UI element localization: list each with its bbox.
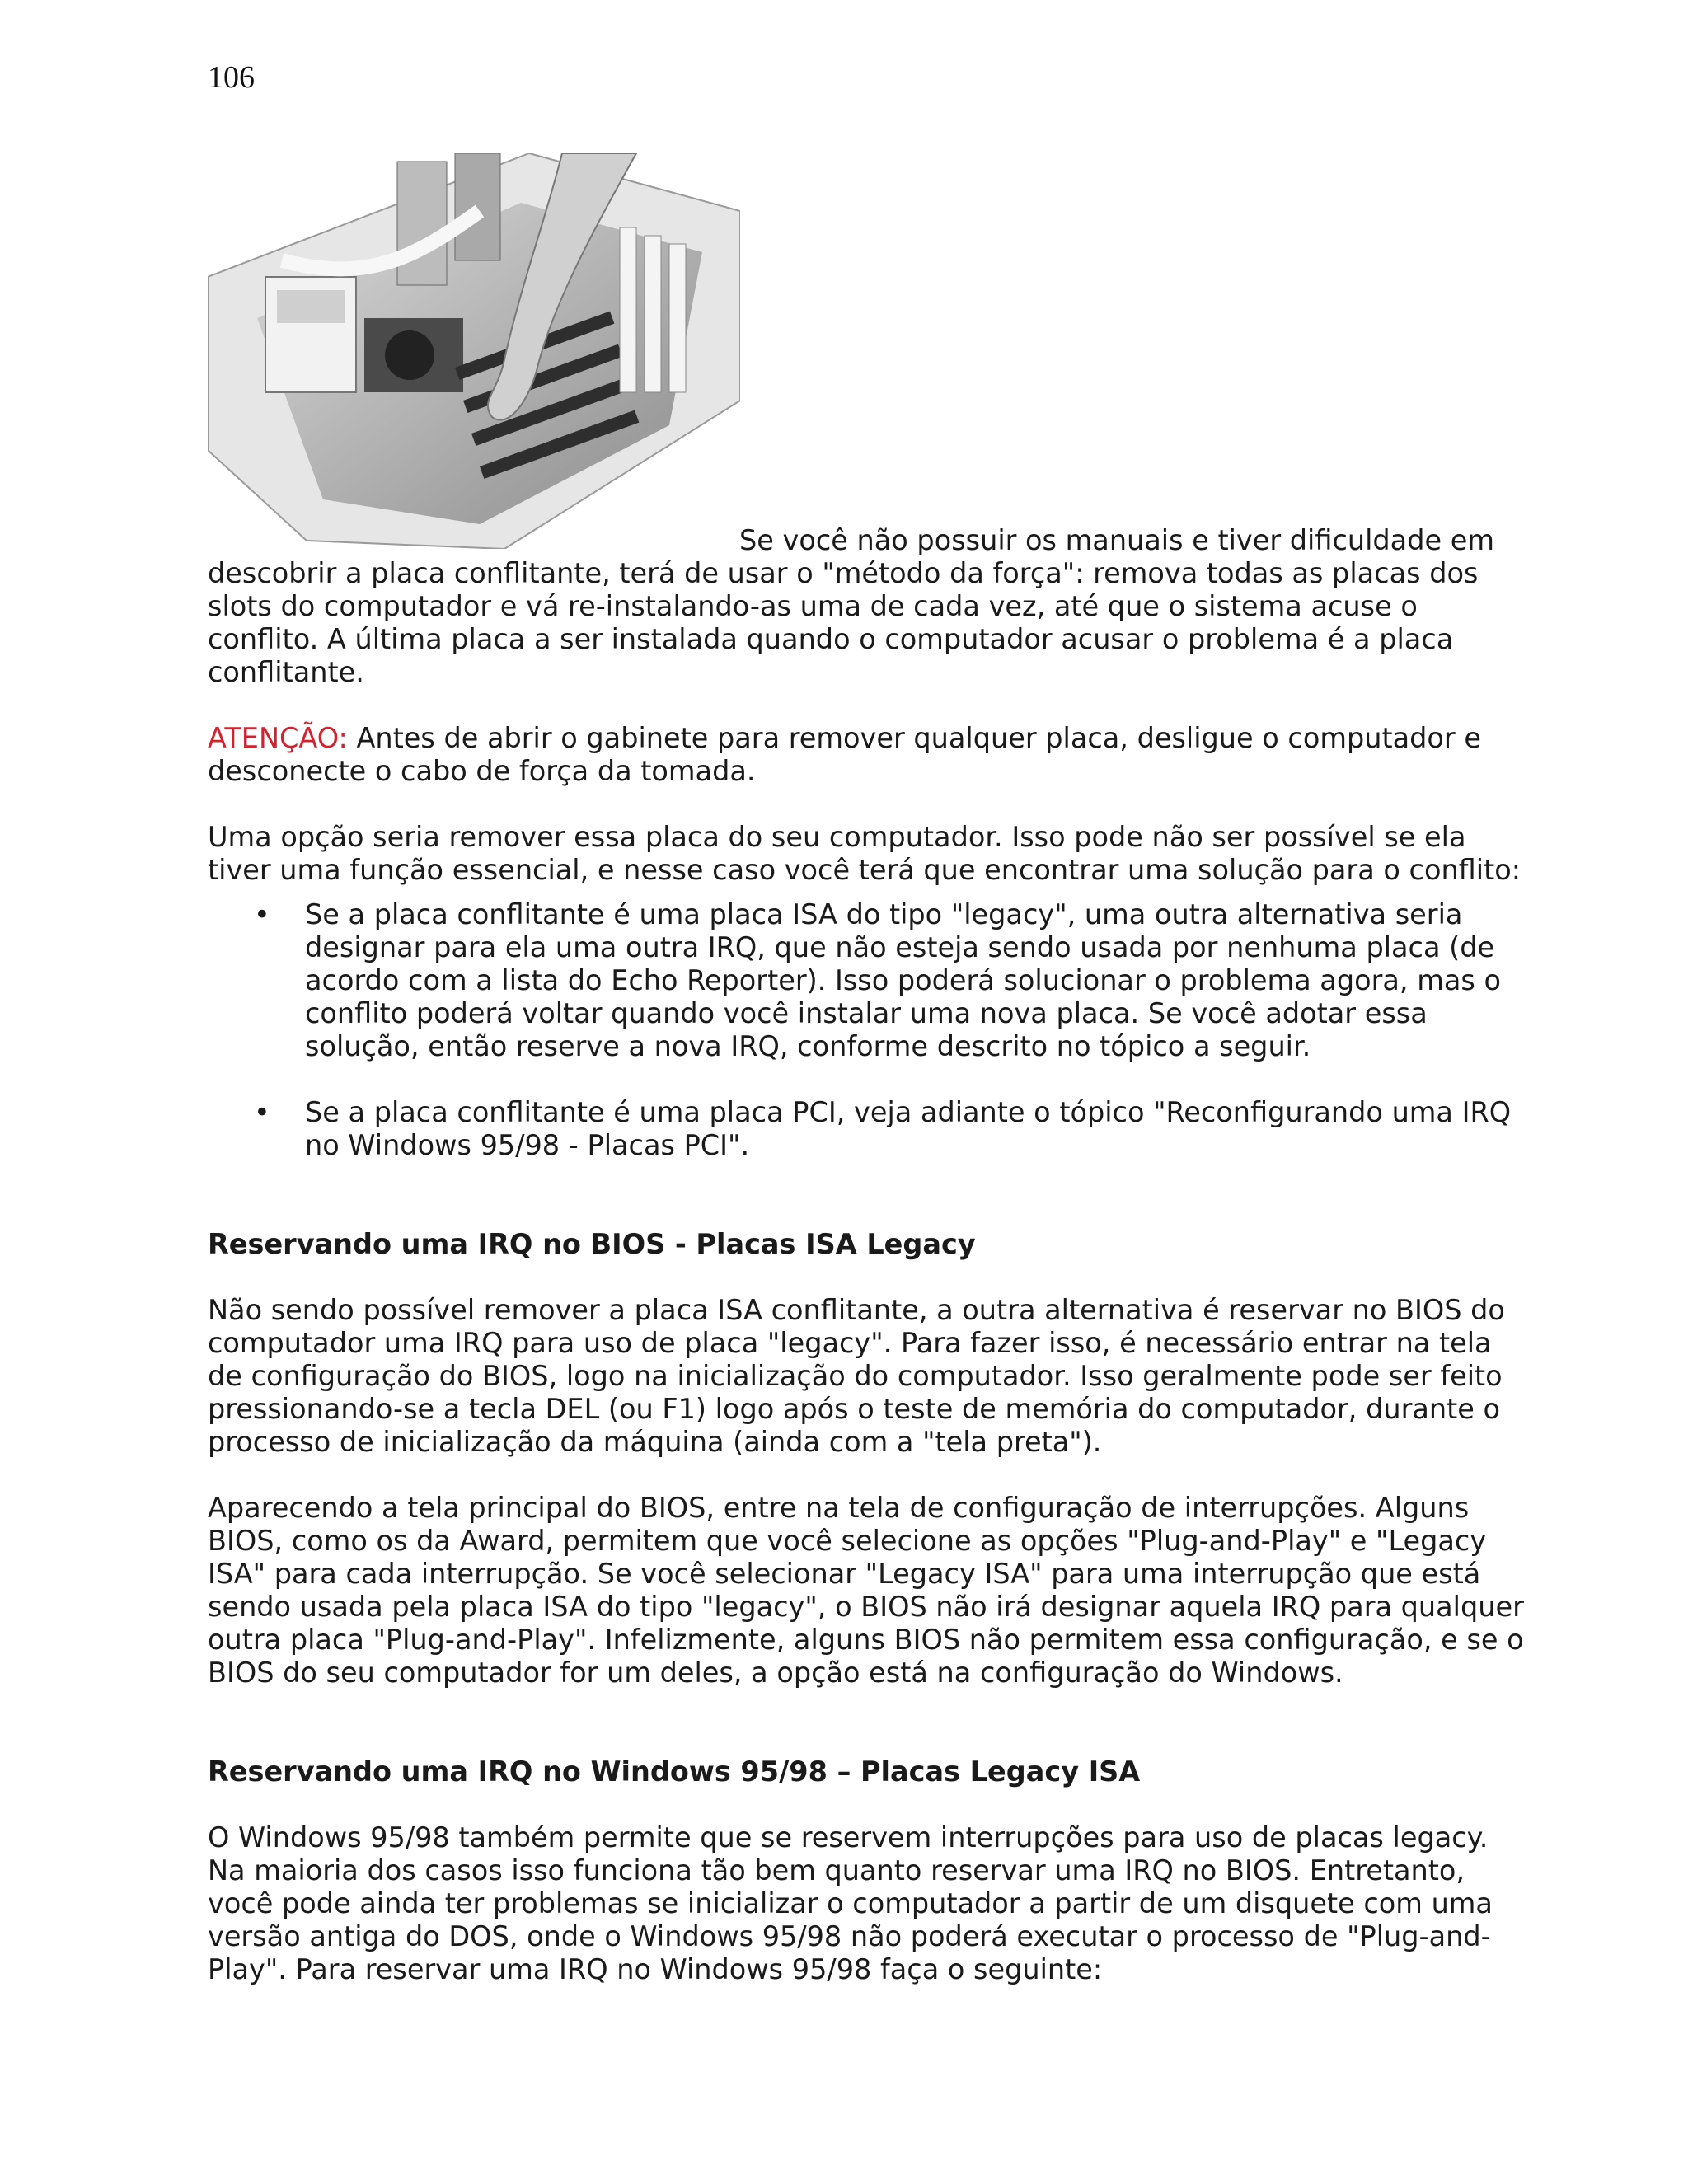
bios-paragraph-1: Não sendo possível remover a placa ISA conflitante, a outra alternativa é reservar no BIOS do computador uma IRQ para uso de placa "legacy". Para fazer isso, é necessário entrar na tela de configuração do BIOS, logo na inicialização do computador. Isso geralmente pode ser feito pressionando-se a tecla DEL (ou F1) logo após o teste de memória do computador, durante o processo de inicialização da máquina (ainda com a "tela preta"). — [208, 1294, 1505, 1458]
list-item — [208, 898, 1526, 1063]
bullet-marker: • — [254, 1096, 270, 1128]
warning-text: Antes de abrir o gabinete para remover qualquer placa, desligue o computador e desconecte o cabo de força da tomada. — [208, 722, 1481, 787]
list-item-text: Se a placa conflitante é uma placa ISA do tipo "legacy", uma outra alternativa seria designar para ela uma outra IRQ, que não esteja sendo usada por nenhuma placa (de acordo com a lista do Echo Reporter). Isso poderá solucionar o problema agora, mas o conflito poderá voltar quando você instalar uma nova placa. Se você adotar essa solução, então reserve a nova IRQ, conforme descrito no tópico a seguir. — [305, 898, 1501, 1062]
computer-case-photo — [208, 153, 740, 549]
bullet-list — [208, 898, 1526, 1162]
bios-paragraph-2: Aparecendo a tela principal do BIOS, entre na tela de configuração de interrupções. Alguns BIOS, como os da Award, permitem que você selecione as opções "Plug-and-Play" e "Legacy ISA" para cada interrupção. Se você selecionar "Legacy ISA" para uma interrupção que está sendo usada pela placa ISA do tipo "legacy", o BIOS não irá designar aquela IRQ para qualquer outra placa "Plug-and-Play". Infelizmente, alguns BIOS não permitem essa configuração, e se o BIOS do seu computador for um deles, a opção está na configuração do Windows. — [208, 1492, 1524, 1689]
section-heading-windows: Reservando uma IRQ no Windows 95/98 – Placas Legacy ISA — [208, 1755, 1141, 1788]
intro-paragraph: Se você não possuir os manuais e tiver dificuldade em descobrir a placa conflitante, terá de usar o "método da força": remova todas as placas dos slots do computador e vá re-instalando-as uma de cada vez, até que o sistema acuse o conflito. A última placa a ser instalada quando o computador acusar o problema é a placa conflitante. — [208, 524, 1494, 688]
windows-paragraph-1: O Windows 95/98 também permite que se reservem interrupções para uso de placas legacy. Na maioria dos casos isso funciona tão bem quanto reservar uma IRQ no BIOS. Entretanto, você pode ainda ter problemas se inicializar o computador a partir de um disquete com uma versão antiga do DOS, onde o Windows 95/98 não poderá executar o processo de "Plug-and-Play". Para reservar uma IRQ no Windows 95/98 faça o seguinte: — [208, 1821, 1493, 1985]
option-paragraph: Uma opção seria remover essa placa do seu computador. Isso pode não ser possível se ela tiver uma função essencial, e nesse caso você terá que encontrar uma solução para o conflito: — [208, 821, 1522, 886]
warning-paragraph — [208, 722, 1526, 788]
list-item-text: Se a placa conflitante é uma placa PCI, veja adiante o tópico "Reconfigurando uma IRQ no Windows 95/98 - Placas PCI". — [305, 1096, 1512, 1161]
computer-case-open-photo-icon — [208, 153, 740, 549]
page-number: 106 — [208, 60, 255, 95]
bullet-marker: • — [254, 898, 270, 930]
section-heading-bios: Reservando uma IRQ no BIOS - Placas ISA Legacy — [208, 1228, 976, 1260]
warning-label: ATENÇÃO: — [208, 722, 348, 754]
list-item — [208, 1096, 1526, 1162]
document-body — [208, 524, 1526, 1986]
